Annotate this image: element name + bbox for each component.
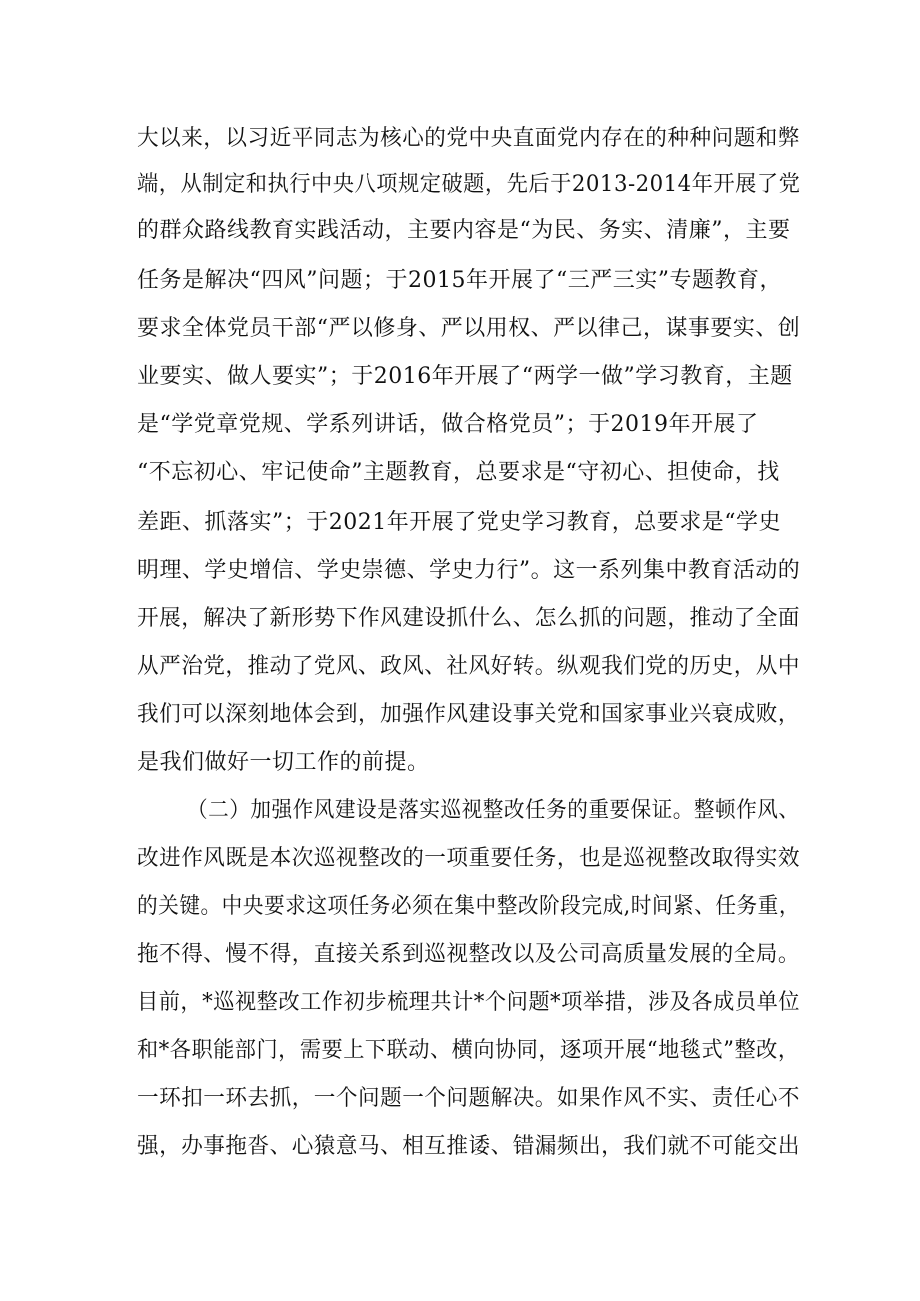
text-line: 开展，解决了新形势下作风建设抓什么、怎么抓的问题，推动了全面 bbox=[137, 606, 801, 631]
text-line: 的关键。中央要求这项任务必须在集中整改阶段完成,时间紧、任务重， bbox=[137, 894, 800, 919]
text-line: 大以来，以习近平同志为核心的党中央直面党内存在的种种问题和弊 bbox=[137, 126, 801, 151]
text-line: 要求全体党员干部“严以修身、严以用权、严以律己，谋事要实、创 bbox=[137, 316, 801, 341]
text-line: 改进作风既是本次巡视整改的一项重要任务，也是巡视整改取得实效 bbox=[137, 846, 801, 871]
text-line: 任务是解决“四风”问题；于2015年开展了“三严三实”专题教育， bbox=[137, 268, 782, 293]
text-line: “不忘初心、牢记使命”主题教育，总要求是“守初心、担使命，找 bbox=[137, 460, 780, 485]
text-line: 端，从制定和执行中央八项规定破题，先后于2013-2014年开展了党 bbox=[137, 172, 801, 197]
text-line: 是我们做好一切工作的前提。 bbox=[137, 750, 430, 775]
text-line: 目前，*巡视整改工作初步梳理共计*个问题*项举措，涉及各成员单位 bbox=[137, 990, 801, 1015]
text-line: 一环扣一环去抓，一个问题一个问题解决。如果作风不实、责任心不 bbox=[137, 1086, 801, 1111]
text-line: 业要实、做人要实”；于2016年开展了“两学一做”学习教育，主题 bbox=[137, 364, 793, 389]
text-line: 从严治党，推动了党风、政风、社风好转。纵观我们党的历史，从中 bbox=[137, 654, 801, 679]
text-line: 强，办事拖沓、心猿意马、相互推诿、错漏频出，我们就不可能交出 bbox=[137, 1134, 801, 1159]
text-line: 的群众路线教育实践活动，主要内容是“为民、务实、清廉”，主要 bbox=[137, 218, 791, 243]
section-heading-line: （二）加强作风建设是落实巡视整改任务的重要保证。整顿作风、 bbox=[187, 798, 800, 823]
text-line: 明理、学史增信、学史崇德、学史力行”。这一系列集中教育活动的 bbox=[137, 558, 801, 583]
text-line: 我们可以深刻地体会到，加强作风建设事关党和国家事业兴衰成败， bbox=[137, 702, 801, 727]
text-line: 差距、抓落实”；于2021年开展了党史学习教育，总要求是“学史 bbox=[137, 510, 781, 535]
text-line: 和*各职能部门，需要上下联动、横向协同，逐项开展“地毯式”整改， bbox=[137, 1038, 800, 1063]
text-line: 拖不得、慢不得，直接关系到巡视整改以及公司高质量发展的全局。 bbox=[137, 942, 801, 967]
text-line: 是“学党章党规、学系列讲话，做合格党员”；于2019年开展了 bbox=[137, 412, 759, 437]
